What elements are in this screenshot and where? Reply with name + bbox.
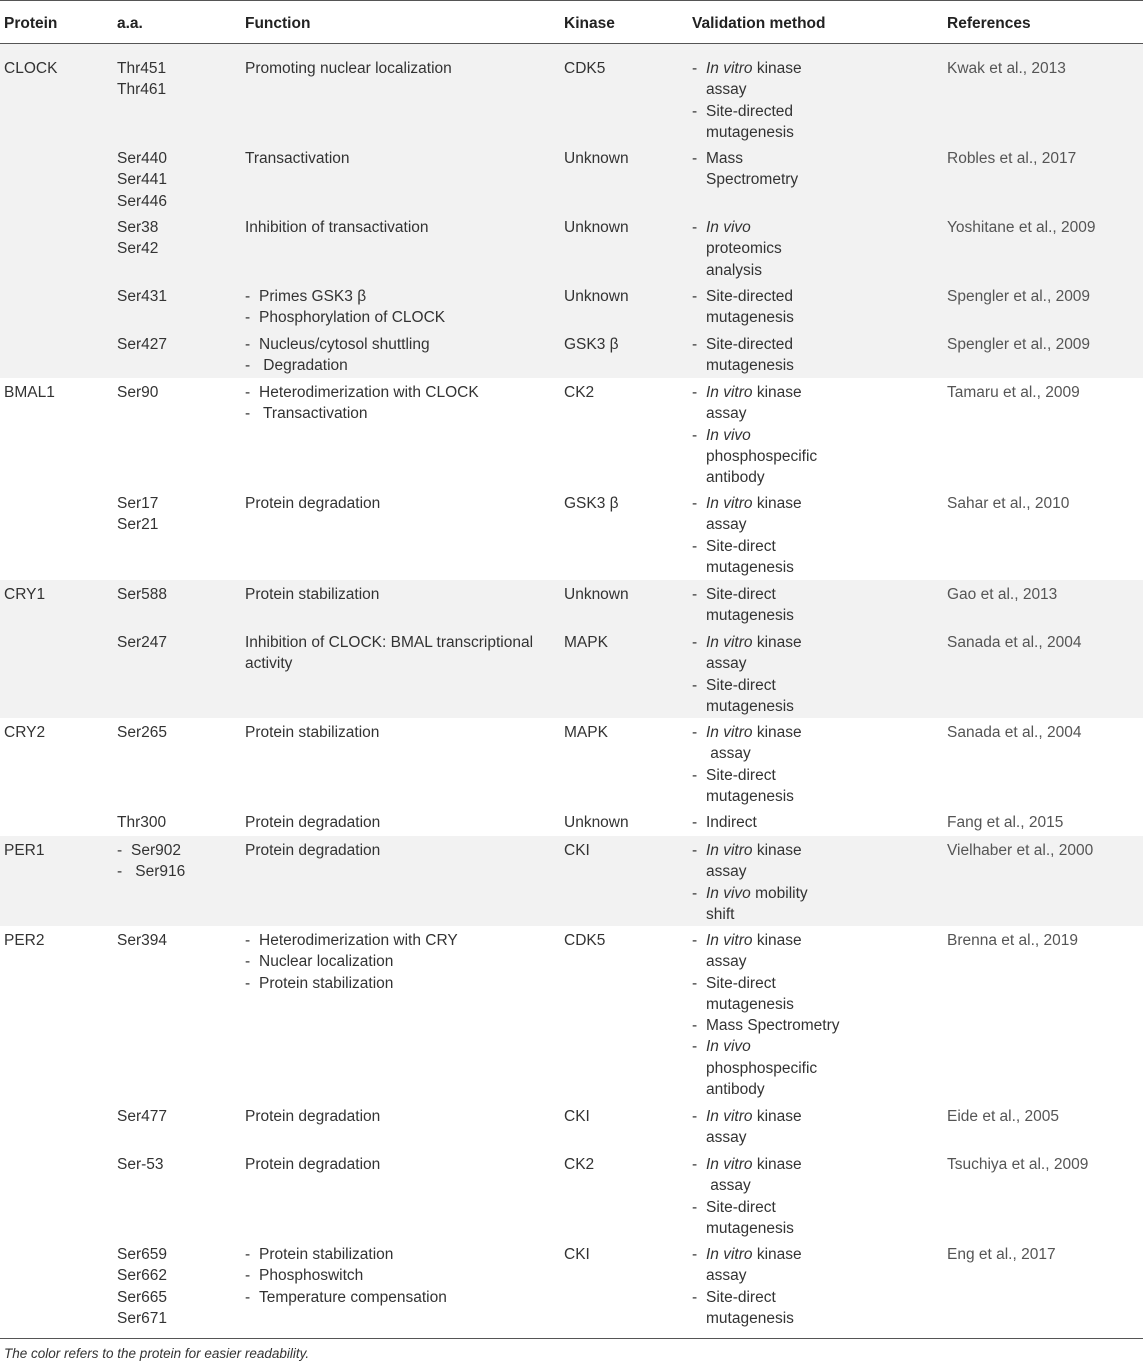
bullet-dash: - <box>692 60 698 77</box>
bullet-dash: - <box>245 932 251 949</box>
reference-cell: Kwak et al., 2013 <box>947 60 1066 77</box>
function-text: Protein stabilization <box>245 586 380 603</box>
validation-text: assay <box>706 405 747 423</box>
validation-text: - Site-direct <box>692 1287 802 1308</box>
validation-text: mutagenesis <box>706 995 794 1013</box>
bullet-dash: - <box>692 495 698 512</box>
bullet-dash: - <box>692 814 698 831</box>
kinase-cell: GSK3 β <box>564 495 619 512</box>
bullet-dash: - <box>245 336 251 353</box>
italic-term: In vitro <box>706 384 753 401</box>
validation-cell <box>692 1244 802 1329</box>
amino-acid: Ser588 <box>117 586 167 603</box>
kinase-cell: Unknown <box>564 814 629 831</box>
validation-text: phosphospecific <box>706 1059 818 1077</box>
validation-text: - In vitro kinase <box>692 382 817 403</box>
kinase-cell: CK2 <box>564 1156 595 1173</box>
validation-text: assay <box>706 516 747 534</box>
amino-acid-cell <box>117 493 158 536</box>
kinase-cell: CKI <box>564 1246 590 1263</box>
kinase-cell: CK2 <box>564 384 595 401</box>
bullet-dash: - <box>245 405 251 423</box>
protein-group-per1 <box>0 836 1143 926</box>
bullet-dash: - <box>692 426 698 444</box>
validation-text: Spectrometry <box>706 171 799 189</box>
reference-cell: Fang et al., 2015 <box>947 814 1064 831</box>
validation-cell <box>692 217 782 281</box>
amino-acid-cell <box>117 217 158 260</box>
validation-text <box>692 1036 840 1057</box>
bullet-dash: - <box>692 219 698 236</box>
protein-name: PER2 <box>4 932 45 949</box>
italic-term: In vivo <box>706 426 751 444</box>
bullet-dash: - <box>245 1246 251 1263</box>
function-cell <box>245 58 452 79</box>
amino-acid-cell <box>117 930 167 951</box>
function-text: - Temperature compensation <box>245 1287 447 1308</box>
validation-text: assay <box>706 953 747 971</box>
validation-text: shift <box>706 905 735 923</box>
amino-acid-cell <box>117 286 167 307</box>
amino-acid: Ser-53 <box>117 1156 164 1173</box>
reference-cell: Spengler et al., 2009 <box>947 336 1091 353</box>
bullet-dash: - <box>245 953 251 971</box>
bullet-dash: - <box>692 336 698 353</box>
validation-text: - In vitro kinase <box>692 930 840 951</box>
reference-cell: Eide et al., 2005 <box>947 1108 1060 1125</box>
table-header-row <box>0 0 1143 44</box>
reference-cell: Sanada et al., 2004 <box>947 724 1082 741</box>
validation-text: mutagenesis <box>706 309 794 327</box>
validation-text: mutagenesis <box>706 1309 794 1327</box>
reference-cell: Eng et al., 2017 <box>947 1246 1056 1263</box>
reference-cell: Sahar et al., 2010 <box>947 495 1070 512</box>
kinase-cell: Unknown <box>564 586 629 603</box>
amino-acid: Ser659 <box>117 1246 167 1263</box>
bullet-dash: - <box>692 974 698 992</box>
bullet-dash: - <box>692 724 698 741</box>
reference-cell: Sanada et al., 2004 <box>947 634 1082 651</box>
function-text: Transactivation <box>245 150 350 167</box>
amino-acid-cell <box>117 334 167 355</box>
validation-text: mutagenesis <box>706 558 794 576</box>
function-text: - Phosphorylation of CLOCK <box>245 307 445 328</box>
bullet-dash: - <box>692 1246 698 1263</box>
reference-cell: Robles et al., 2017 <box>947 150 1077 167</box>
amino-acid: Thr461 <box>117 81 167 99</box>
amino-acid-cell <box>117 584 167 605</box>
validation-text: - In vivo mobility <box>692 883 808 904</box>
validation-text: mutagenesis <box>706 607 794 625</box>
validation-text <box>692 217 782 238</box>
validation-cell <box>692 286 794 329</box>
validation-cell <box>692 722 802 807</box>
function-text: - Phosphoswitch <box>245 1265 447 1286</box>
validation-cell <box>692 334 794 377</box>
function-text: - Heterodimerization with CLOCK <box>245 382 479 403</box>
function-cell <box>245 722 379 743</box>
amino-acid-cell <box>117 840 185 883</box>
function-text: activity <box>245 655 293 673</box>
amino-acid-cell <box>117 722 167 743</box>
validation-text: - Indirect <box>692 812 757 833</box>
kinase-cell: CDK5 <box>564 932 606 949</box>
italic-term: In vivo <box>706 884 751 902</box>
amino-acid: Ser477 <box>117 1108 167 1125</box>
italic-term: In vitro <box>706 842 753 859</box>
protein-group-cry1 <box>0 580 1143 718</box>
validation-text: mutagenesis <box>706 697 794 715</box>
function-cell <box>245 812 380 833</box>
function-text: - Transactivation <box>245 403 479 424</box>
validation-text: phosphospecific <box>706 447 818 465</box>
amino-acid: Ser90 <box>117 384 159 401</box>
bullet-dash: - <box>692 634 698 651</box>
bullet-dash: - <box>692 1156 698 1173</box>
bullet-dash: - <box>692 1198 698 1216</box>
reference-cell: Spengler et al., 2009 <box>947 288 1091 305</box>
validation-text: mutagenesis <box>706 123 794 141</box>
function-text: Protein degradation <box>245 842 381 859</box>
amino-acid-cell <box>117 58 166 101</box>
bullet-dash: - <box>117 863 123 881</box>
reference-cell: Tamaru et al., 2009 <box>947 384 1080 401</box>
bullet-dash: - <box>245 309 251 327</box>
bullet-dash: - <box>245 1288 251 1306</box>
validation-text: mutagenesis <box>706 1219 794 1237</box>
kinase-cell: Unknown <box>564 150 629 167</box>
reference-cell: Yoshitane et al., 2009 <box>947 219 1096 236</box>
amino-acid: Ser17 <box>117 495 159 512</box>
validation-text: mutagenesis <box>706 787 794 805</box>
validation-text: - Site-direct <box>692 536 802 557</box>
function-cell <box>245 493 380 514</box>
italic-term: In vivo <box>706 219 751 236</box>
bullet-dash: - <box>245 288 251 305</box>
function-cell <box>245 1244 447 1308</box>
bullet-dash: - <box>692 1108 698 1125</box>
kinase-cell: CKI <box>564 842 590 859</box>
validation-text: - In vitro kinase <box>692 493 802 514</box>
amino-acid: Ser671 <box>117 1309 167 1327</box>
function-cell <box>245 217 429 238</box>
amino-acid: Ser441 <box>117 171 167 189</box>
function-text: Protein stabilization <box>245 724 380 741</box>
validation-text: assay <box>706 1267 747 1285</box>
function-cell <box>245 382 479 425</box>
protein-name: BMAL1 <box>4 384 55 401</box>
bullet-dash: - <box>692 1017 698 1035</box>
protein-group-per2 <box>0 926 1143 1338</box>
validation-cell <box>692 1106 802 1149</box>
function-cell <box>245 334 430 377</box>
validation-text: analysis <box>706 261 762 279</box>
amino-acid-cell <box>117 148 167 212</box>
header-protein: Protein <box>4 15 58 32</box>
validation-text: assay <box>706 863 747 881</box>
header-function: Function <box>245 15 311 32</box>
function-cell <box>245 1106 380 1127</box>
validation-text: - Site-direct <box>692 584 794 605</box>
amino-acid: Thr451 <box>117 60 167 77</box>
header-aa: a.a. <box>117 15 143 32</box>
bullet-dash: - <box>692 537 698 555</box>
amino-acid: Ser38 <box>117 219 159 236</box>
amino-acid: Ser431 <box>117 288 167 305</box>
protein-name: CRY2 <box>4 724 46 741</box>
function-cell <box>245 148 350 169</box>
italic-term: In vitro <box>706 932 753 949</box>
protein-group-cry2 <box>0 718 1143 836</box>
reference-cell: Vielhaber et al., 2000 <box>947 842 1094 859</box>
bullet-dash: - <box>692 1288 698 1306</box>
validation-text: proteomics <box>706 240 782 258</box>
validation-cell <box>692 840 808 925</box>
validation-text: - Site-direct <box>692 973 840 994</box>
function-text: Promoting nuclear localization <box>245 60 452 77</box>
validation-text: assay <box>706 1129 747 1147</box>
italic-term: In vitro <box>706 1108 753 1125</box>
italic-term: In vitro <box>706 495 753 512</box>
amino-acid: Ser42 <box>117 240 159 258</box>
kinase-cell: GSK3 β <box>564 336 619 353</box>
validation-cell <box>692 584 794 627</box>
protein-group-clock <box>0 44 1143 378</box>
amino-acid: Ser21 <box>117 516 159 534</box>
validation-text: assay <box>706 1177 751 1195</box>
bullet-dash: - <box>692 288 698 305</box>
function-text: Protein degradation <box>245 814 381 831</box>
bullet-dash: - <box>692 932 698 949</box>
bullet-dash: - <box>692 766 698 784</box>
italic-term: In vitro <box>706 724 753 741</box>
amino-acid: Ser662 <box>117 1267 167 1285</box>
function-text: - Nuclear localization <box>245 951 458 972</box>
amino-acid-cell <box>117 1154 164 1175</box>
function-text: - Protein stabilization <box>245 1244 447 1265</box>
validation-text: - Mass Spectrometry <box>692 1015 840 1036</box>
validation-cell <box>692 148 798 191</box>
reference-cell: Tsuchiya et al., 2009 <box>947 1156 1089 1173</box>
table-bottom-rule <box>0 1338 1143 1339</box>
bullet-dash: - <box>245 357 251 375</box>
amino-acid: Thr300 <box>117 814 167 831</box>
function-text: - Nucleus/cytosol shuttling <box>245 334 430 355</box>
protein-name: CLOCK <box>4 60 58 77</box>
amino-acid-cell <box>117 1244 167 1329</box>
validation-text: - Site-directed <box>692 334 794 355</box>
kinase-cell: Unknown <box>564 288 629 305</box>
kinase-cell: CKI <box>564 1108 590 1125</box>
bullet-dash: - <box>692 676 698 694</box>
kinase-cell: CDK5 <box>564 60 606 77</box>
validation-cell <box>692 493 802 578</box>
function-text: Protein degradation <box>245 495 381 512</box>
function-cell <box>245 286 445 329</box>
italic-term: In vitro <box>706 1156 753 1173</box>
function-text: - Protein stabilization <box>245 973 458 994</box>
amino-acid: Ser247 <box>117 634 167 651</box>
amino-acid-cell <box>117 632 167 653</box>
validation-text: assay <box>706 655 747 673</box>
amino-acid: Ser265 <box>117 724 167 741</box>
function-text: Inhibition of transactivation <box>245 219 429 236</box>
function-text: Protein degradation <box>245 1108 381 1125</box>
validation-text: - In vitro kinase <box>692 58 802 79</box>
protein-group-bmal1 <box>0 378 1143 580</box>
bullet-dash: - <box>692 842 698 859</box>
validation-cell <box>692 812 757 833</box>
header-kinase: Kinase <box>564 15 615 32</box>
validation-text <box>692 425 817 446</box>
validation-text: - In vitro kinase <box>692 1154 802 1175</box>
header-validation: Validation method <box>692 15 826 32</box>
reference-cell: Brenna et al., 2019 <box>947 932 1078 949</box>
function-cell <box>245 930 458 994</box>
protein-name: PER1 <box>4 842 45 859</box>
amino-acid: Ser440 <box>117 150 167 167</box>
function-text: Protein degradation <box>245 1156 381 1173</box>
amino-acid: - Ser902 <box>117 840 185 861</box>
amino-acid: - Ser916 <box>117 861 185 882</box>
italic-term: In vitro <box>706 60 753 77</box>
italic-term: In vitro <box>706 1246 753 1263</box>
bullet-dash: - <box>245 384 251 401</box>
validation-text: - In vitro kinase <box>692 722 802 743</box>
validation-text: - Site-directed <box>692 101 802 122</box>
bullet-dash: - <box>692 1038 698 1056</box>
bullet-dash: - <box>692 102 698 120</box>
validation-text: - In vitro kinase <box>692 840 808 861</box>
kinase-cell: Unknown <box>564 219 629 236</box>
bullet-dash: - <box>245 974 251 992</box>
amino-acid-cell <box>117 1106 167 1127</box>
reference-cell: Gao et al., 2013 <box>947 586 1058 603</box>
bullet-dash: - <box>245 1267 251 1285</box>
header-references: References <box>947 15 1031 32</box>
function-text: - Primes GSK3 β <box>245 286 445 307</box>
protein-name: CRY1 <box>4 586 46 603</box>
function-cell <box>245 584 379 605</box>
validation-text: antibody <box>706 1081 765 1099</box>
kinase-cell: MAPK <box>564 634 608 651</box>
validation-text: - In vitro kinase <box>692 1244 802 1265</box>
bullet-dash: - <box>692 384 698 401</box>
validation-text: - Mass <box>692 148 798 169</box>
validation-text: assay <box>706 745 751 763</box>
function-cell <box>245 632 533 675</box>
amino-acid-cell <box>117 812 166 833</box>
validation-cell <box>692 930 840 1100</box>
validation-cell <box>692 382 817 488</box>
validation-cell <box>692 632 802 717</box>
table-footnote: The color refers to the protein for easier readability. <box>4 1346 310 1361</box>
validation-text: - Site-direct <box>692 675 802 696</box>
function-cell <box>245 1154 380 1175</box>
validation-cell <box>692 58 802 143</box>
function-cell <box>245 840 380 861</box>
function-text: - Heterodimerization with CRY <box>245 930 458 951</box>
validation-text: antibody <box>706 469 765 487</box>
validation-text: - In vitro kinase <box>692 1106 802 1127</box>
function-text: - Degradation <box>245 355 430 376</box>
validation-text: assay <box>706 81 747 99</box>
function-text: Inhibition of CLOCK: BMAL transcriptional <box>245 634 534 651</box>
validation-text: - Site-directed <box>692 286 794 307</box>
amino-acid-cell <box>117 382 158 403</box>
amino-acid: Ser665 <box>117 1288 167 1306</box>
italic-term: In vivo <box>706 1038 751 1056</box>
italic-term: In vitro <box>706 634 753 651</box>
bullet-dash: - <box>117 842 123 859</box>
amino-acid: Ser446 <box>117 192 167 210</box>
validation-text: - Site-direct <box>692 1197 802 1218</box>
kinase-cell: MAPK <box>564 724 608 741</box>
bullet-dash: - <box>692 884 698 902</box>
bullet-dash: - <box>692 586 698 603</box>
validation-text: - Site-direct <box>692 765 802 786</box>
validation-text: - In vitro kinase <box>692 632 802 653</box>
validation-cell <box>692 1154 802 1239</box>
amino-acid: Ser427 <box>117 336 167 353</box>
bullet-dash: - <box>692 150 698 167</box>
validation-text: mutagenesis <box>706 357 794 375</box>
amino-acid: Ser394 <box>117 932 167 949</box>
